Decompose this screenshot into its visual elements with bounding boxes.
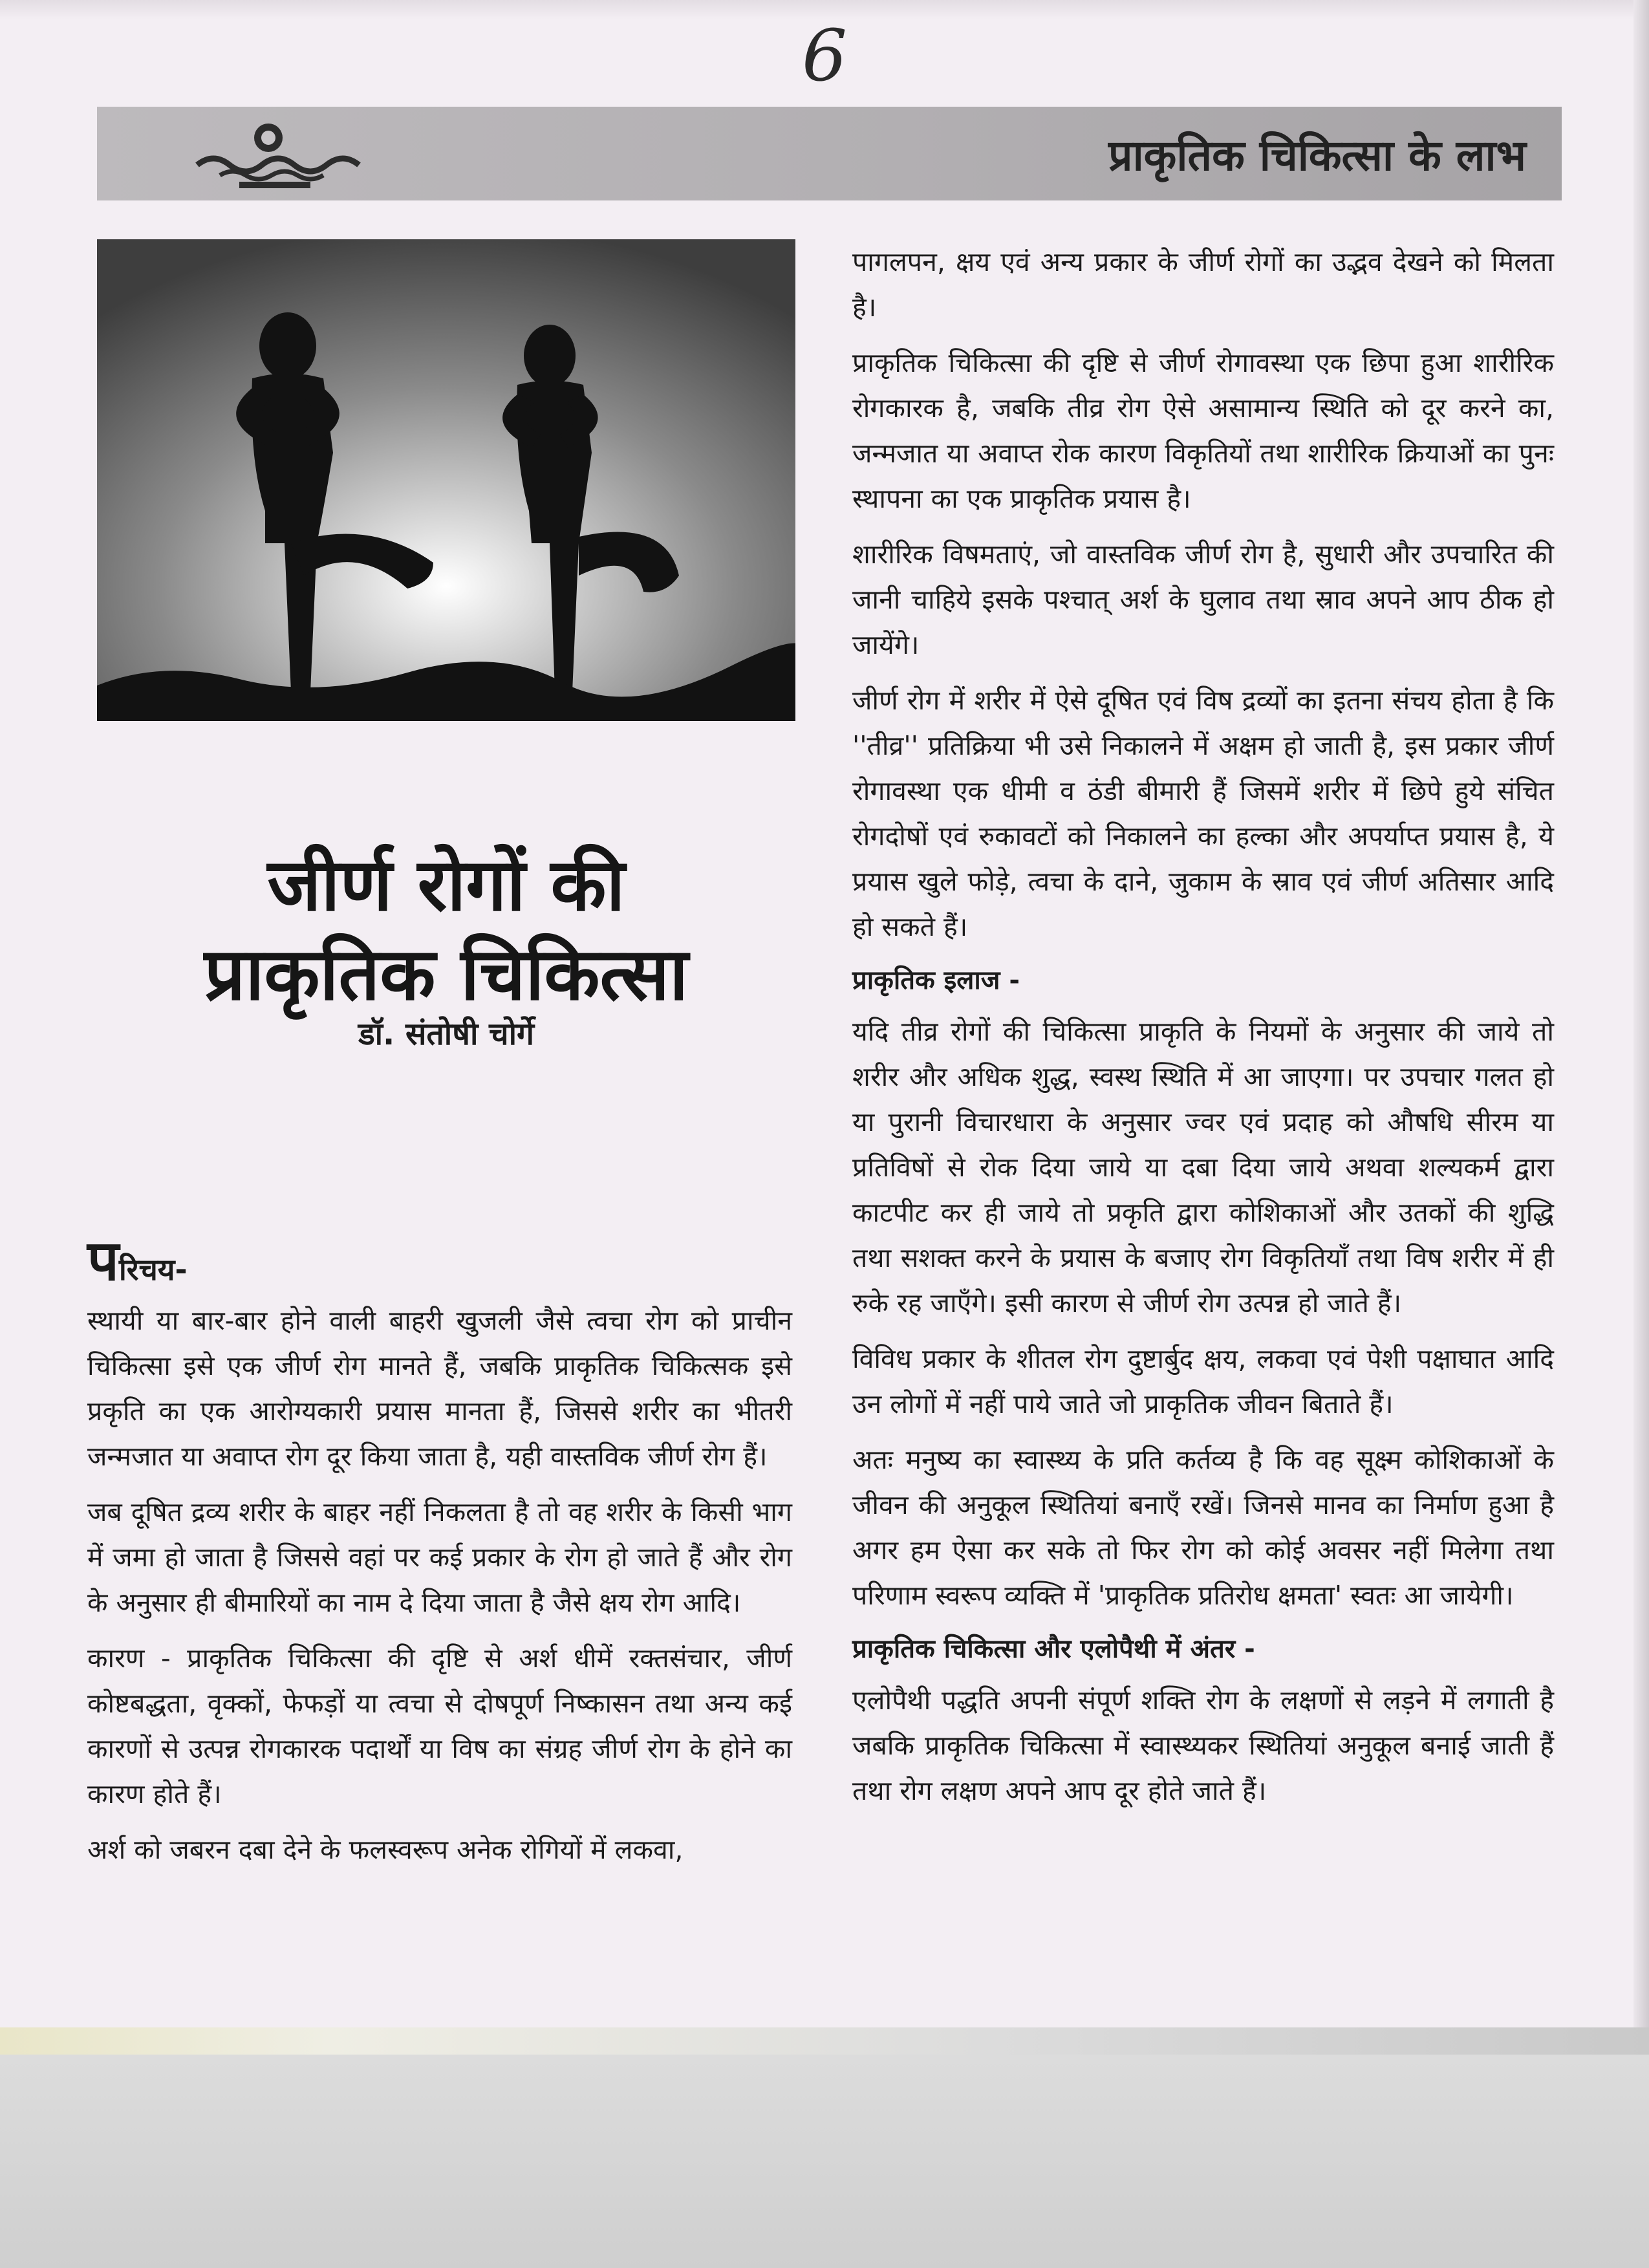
scan-background-below-page <box>0 2055 1649 2268</box>
right-paragraph: अतः मनुष्य का स्वास्थ्य के प्रति कर्तव्य है कि वह सूक्ष्म कोशिकाओं के जीवन की अनुकूल स्थितियां बनाएँ रखें। जिनसे मानव का निर्माण हुआ है अगर हम ऐसा कर सके तो फिर रोग को कोई अवसर नहीं मिलेगा तथा परिणाम स्वरूप व्यक्ति में 'प्राकृतिक प्रतिरोध क्षमता' स्वतः आ जायेगी। <box>852 1444 1554 1611</box>
sun-waves-logo-icon <box>194 120 362 191</box>
article-title-line-2: प्राकृतिक चिकित्सा <box>204 933 689 1017</box>
handwritten-page-number: 6 <box>802 14 847 97</box>
left-paragraph: जब दूषित द्रव्य शरीर के बाहर नहीं निकलता है तो वह शरीर के किसी भाग में जमा हो जाता है जिससे वहां पर कई प्रकार के रोग हो जाते हैं और रोग के अनुसार ही बीमारियों का नाम दे दिया जाता है जैसे क्षय रोग आदि। <box>87 1496 792 1618</box>
left-paragraph: स्थायी या बार-बार होने वाली बाहरी खुजली जैसे त्वचा रोग को प्राचीन चिकित्सा इसे एक जीर्ण रोग मानते हैं, जबकि प्राकृतिक चिकित्सक इसे प्रकृति का एक आरोग्यकारी प्रयास मानता हैं, जिससे शरीर का भीतरी जन्मजात या अवाप्त रोग दूर किया जाता है, यही वास्तविक जीर्ण रोग हैं। <box>87 1305 792 1472</box>
right-paragraph: एलोपैथी पद्धति अपनी संपूर्ण शक्ति रोग के लक्षणों से लड़ने में लगाती है जबकि प्राकृतिक चिकित्सा में स्वास्थ्यकर स्थितियां अनुकूल बनाई जाती हैं तथा रोग लक्षण अपने आप दूर होते जाते हैं। <box>852 1685 1554 1806</box>
yoga-silhouette-photo <box>97 239 795 721</box>
heading-natural-treatment: प्राकृतिक इलाज - <box>852 966 1020 995</box>
right-paragraph: पागलपन, क्षय एवं अन्य प्रकार के जीर्ण रोगों का उद्भव देखने को मिलता है। <box>852 246 1554 323</box>
section-header-title: प्राकृतिक चिकित्सा के लाभ <box>1108 131 1526 180</box>
right-paragraph: विविध प्रकार के शीतल रोग दुष्टार्बुद क्षय, लकवा एवं पेशी पक्षाघात आदि उन लोगों में नहीं पाये जाते जो प्राकृतिक जीवन बिताते हैं। <box>852 1343 1554 1420</box>
article-title-line-1: जीर्ण रोगों की <box>267 843 625 927</box>
left-paragraph: कारण - प्राकृतिक चिकित्सा की दृष्टि से अर्श धीमें रक्तसंचार, जीर्ण कोष्टबद्धता, वृक्कों, फेफड़ों या त्वचा से दोषपूर्ण निष्कासन तथा अन्य कई कारणों से उत्पन्न रोगकारक पदार्थों या विष का संग्रह जीर्ण रोग के होने का कारण होते हैं। <box>87 1643 792 1809</box>
page-bottom-edge <box>0 2027 1649 2055</box>
left-paragraph: अर्श को जबरन दबा देने के फलस्वरूप अनेक रोगियों में लकवा, <box>87 1834 684 1865</box>
article-title <box>97 841 795 1019</box>
article-author: डॉ. संतोषी चोर्गे <box>358 1016 535 1052</box>
intro-drop-letter: प <box>87 1229 119 1293</box>
right-paragraph: यदि तीव्र रोगों की चिकित्सा प्राकृति के नियमों के अनुसार की जाये तो शरीर और अधिक शुद्ध, स्वस्थ स्थिति में आ जाएगा। पर उपचार गलत हो या पुरानी विचारधारा के अनुसार ज्वर एवं प्रदाह को औषधि सीरम या प्रतिविषों से रोक दिया जाये या दबा दिया जाये अथवा शल्यकर्म द्वारा काटपीट कर ही जाये तो प्रकृति द्वारा कोशिकाओं और उतकों की शुद्धि तथा सशक्त करने के प्रयास के बजाए रोग विकृतियाँ तथा विष शरीर में ही रुके रह जाएँगे। इसी कारण से जीर्ण रोग उत्पन्न हो जाते हैं। <box>852 1016 1554 1319</box>
heading-naturopathy-vs-allopathy: प्राकृतिक चिकित्सा और एलोपैथी में अंतर - <box>852 1634 1255 1664</box>
intro-heading <box>87 1229 792 1295</box>
right-paragraph: प्राकृतिक चिकित्सा की दृष्टि से जीर्ण रोगावस्था एक छिपा हुआ शारीरिक रोगकारक है, जबकि तीव्र रोग ऐसे असामान्य स्थिति को दूर करने का, जन्मजात या अवाप्त रोक कारण विकृतियों तथा शारीरिक क्रियाओं का पुनः स्थापना का एक प्राकृतिक प्रयास है। <box>852 347 1554 514</box>
right-paragraph: जीर्ण रोग में शरीर में ऐसे दूषित एवं विष द्रव्यों का इतना संचय होता है कि ''तीव्र'' प्रतिक्रिया भी उसे निकालने में अक्षम हो जाती है, इस प्रकार जीर्ण रोगावस्था एक धीमी व ठंडी बीमारी हैं जिसमें शरीर में छिपे हुये संचित रोगदोषों एवं रुकावटों को निकालने का हल्का और अपर्याप्त प्रयास है, ये प्रयास खुले फोड़े, त्वचा के दाने, जुकाम के स्राव एवं जीर्ण अतिसार आदि हो सकते हैं। <box>852 685 1554 942</box>
section-header-band <box>97 107 1562 200</box>
right-paragraph: शारीरिक विषमताएं, जो वास्तविक जीर्ण रोग है, सुधारी और उपचारित की जानी चाहिये इसके पश्चात् अर्श के घुलाव तथा स्राव अपने आप ठीक हो जायेंगे। <box>852 539 1554 660</box>
left-column <box>87 1229 792 1883</box>
scan-right-edge <box>1633 0 1649 2268</box>
right-column <box>852 239 1554 1824</box>
intro-heading-rest: रिचय- <box>118 1252 188 1287</box>
